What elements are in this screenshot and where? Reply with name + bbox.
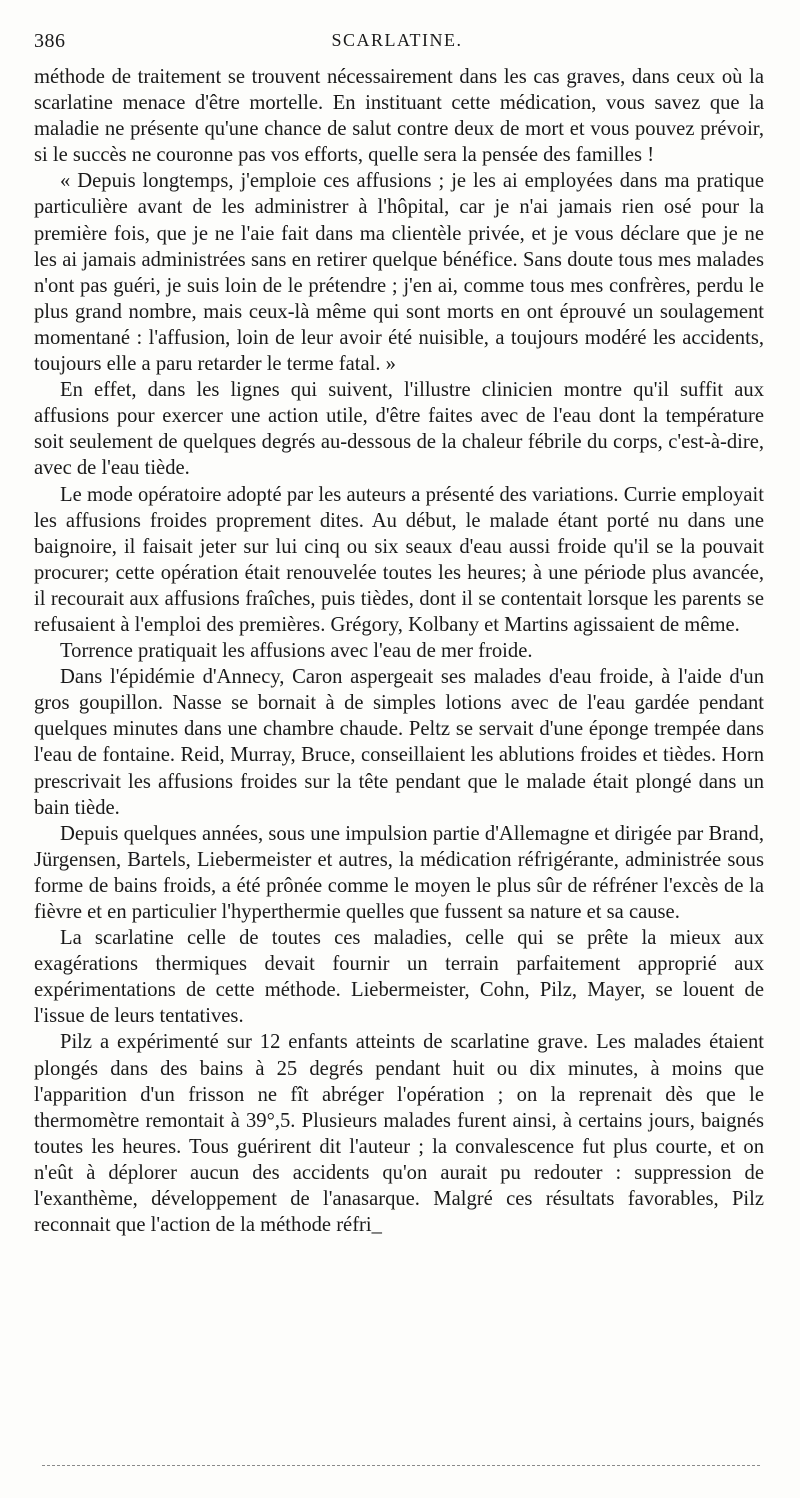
- body-text: [34, 64, 764, 1238]
- page-number: 386: [34, 30, 66, 52]
- paragraph: La scarlatine celle de toutes ces maladies, celle qui se prête la mieux aux exagérations thermiques devait fournir un terrain parfaitement approprié aux expérimentations de cette méthode. Liebermeister, Cohn, Pilz, Mayer, se louent de l'issue de leurs tentatives.: [34, 927, 764, 1028]
- footer-rule: [42, 1465, 760, 1466]
- running-title: SCARLATINE.: [331, 30, 463, 50]
- paragraph: Torrence pratiquait les affusions avec l'eau de mer froide.: [60, 640, 533, 663]
- paragraph: méthode de traitement se trouvent nécessairement dans les cas graves, dans ceux où la scarlatine menace d'être mortelle. En instituant cette médication, vous savez que la maladie ne présente qu'une chance de salut contre deux de mort et vous pouvez prévoir, si le succès ne couronne pas vos efforts, quelle sera la pensée des familles !: [34, 66, 764, 167]
- paragraph: Dans l'épidémie d'Annecy, Caron aspergeait ses malades d'eau froide, à l'aide d'un gros goupillon. Nasse se bornait à de simples lotions avec de l'eau gardée pendant quelques minutes dans une chambre chaude. Peltz se servait d'une éponge trempée dans l'eau de fontaine. Reid, Murray, Bruce, conseillaient les ablutions froides et tièdes. Horn prescrivait les affusions froides sur la tête pendant que le malade était plongé dans un bain tiède.: [34, 666, 764, 819]
- paragraph: Le mode opératoire adopté par les auteurs a présenté des variations. Currie employait les affusions froides proprement dites. Au début, le malade étant porté nu dans une baignoire, il faisait jeter sur lui cinq ou six seaux d'eau aussi froide qu'il se la pouvait procurer; cette opération était renouvelée toutes les heures; à une période plus avancée, il recourait aux affusions fraîches, puis tièdes, dont il se contentait lorsque les parents se refusaient à l'emploi des premières. Grégory, Kolbany et Martins agissaient de même.: [34, 483, 764, 636]
- paragraph: « Depuis longtemps, j'emploie ces affusions ; je les ai employées dans ma pratique particulière avant de les administrer à l'hôpital, car je n'ai jamais rien osé pour la première fois, que je ne l'aie fait dans ma clientèle privée, et je vous déclare que je ne les ai jamais administrées sans en retirer quelque bénéfice. Sans doute tous mes malades n'ont pas guéri, je suis loin de le prétendre ; j'en ai, comme tous mes confrères, perdu le plus grand nombre, mais ceux-là même qui sont morts en ont éprouvé un soulagement momentané : l'affusion, loin de leur avoir été nuisible, a toujours modéré les accidents, toujours elle a paru retarder le terme fatal. »: [34, 170, 764, 376]
- paragraph: Depuis quelques années, sous une impulsion partie d'Allemagne et dirigée par Brand, Jürgensen, Bartels, Liebermeister et autres, la médication réfrigérante, administrée sous forme de bains froids, a été prônée comme le moyen le plus sûr de réfréner l'excès de la fièvre et en particulier l'hyperthermie quelles que fussent sa nature et sa cause.: [34, 822, 764, 923]
- paragraph: Pilz a expérimenté sur 12 enfants atteints de scarlatine grave. Les malades étaient plongés dans des bains à 25 degrés pendant huit ou dix minutes, à moins que l'apparition d'un frisson ne fît abréger l'opération ; on la reprenait dès que le thermomètre remontait à 39°,5. Plusieurs malades furent ainsi, à certains jours, baignés toutes les heures. Tous guérirent dit l'auteur ; la convalescence fut plus courte, et on n'eût à déplorer aucun des accidents qu'on aurait pu redouter : suppression de l'exanthème, développement de l'anasarque. Malgré ces résultats favorables, Pilz reconnait que l'action de la méthode réfri_: [34, 1031, 764, 1237]
- paragraph: En effet, dans les lignes qui suivent, l'illustre clinicien montre qu'il suffit aux affusions pour exercer une action utile, d'être faites avec de l'eau dont la température soit seulement de quelques degrés au-dessous de la chaleur fébrile du corps, c'est-à-dire, avec de l'eau tiède.: [34, 379, 764, 480]
- page-header: [34, 30, 760, 58]
